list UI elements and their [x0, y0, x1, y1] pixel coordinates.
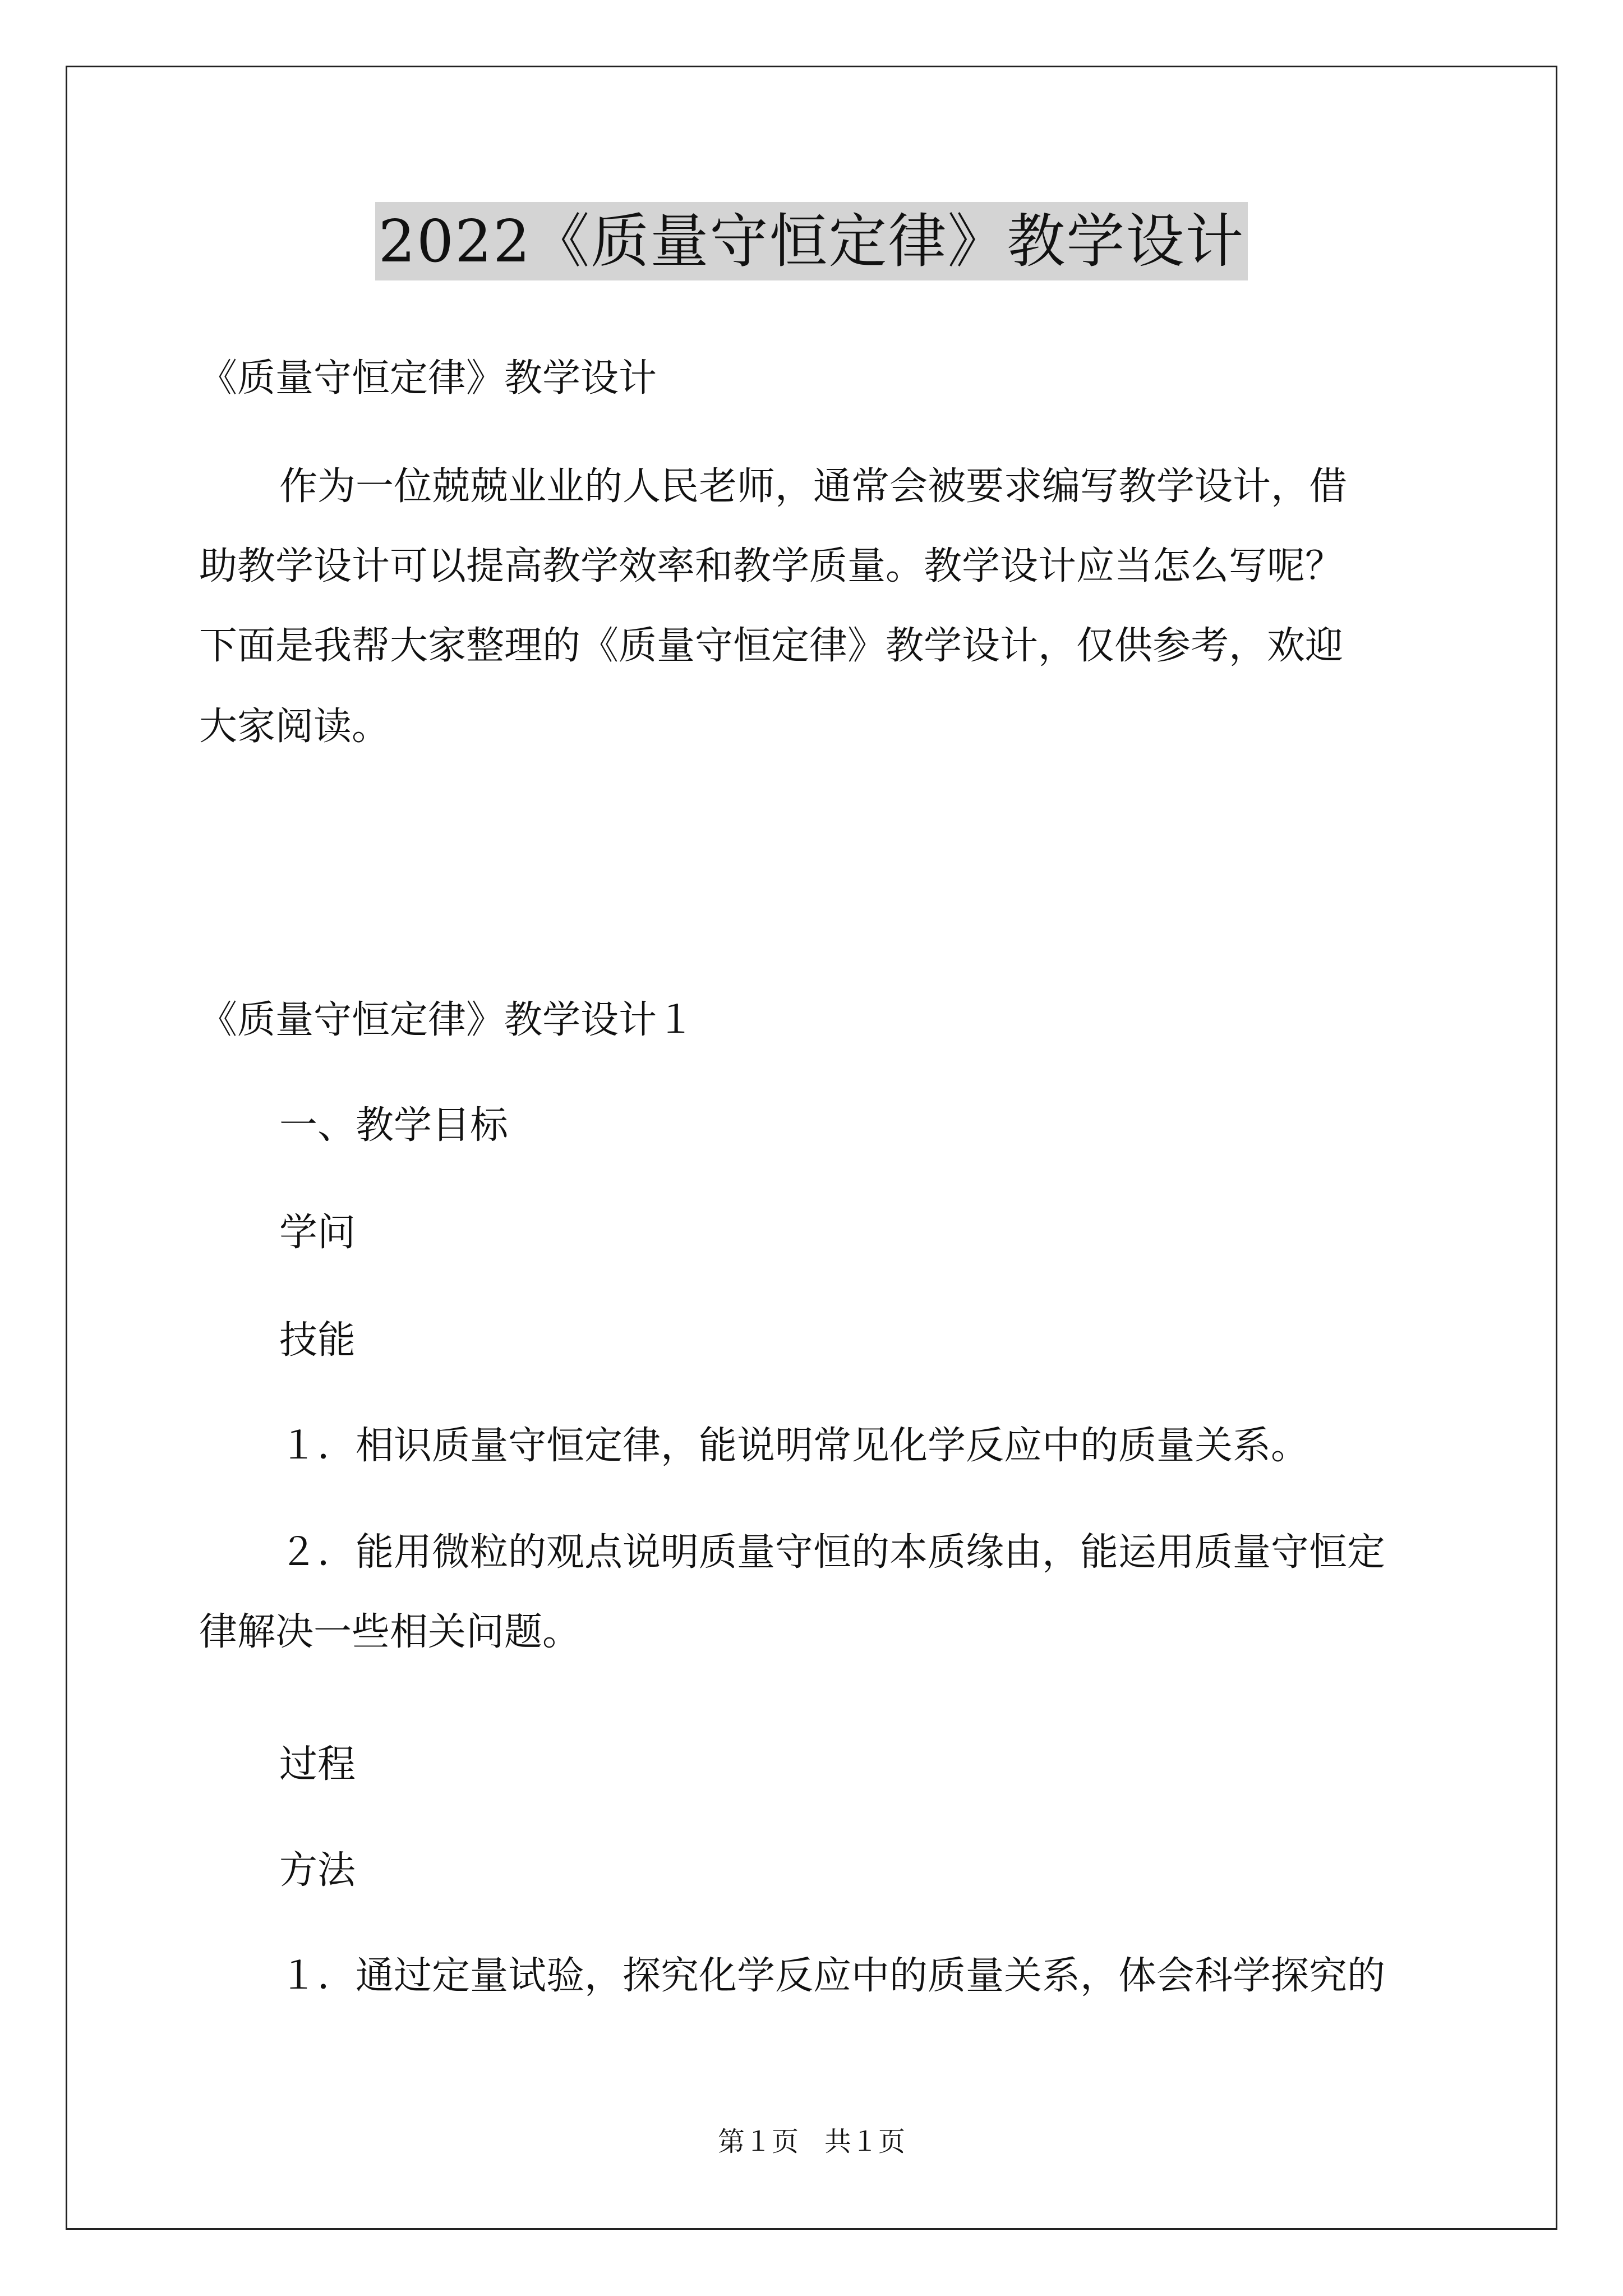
- subtitle-line: 《质量守恒定律》教学设计: [199, 356, 657, 401]
- section-subheading: 一、教学目标: [279, 1103, 509, 1148]
- paragraph-line: １．相识质量守恒定律，能说明常见化学反应中的质量关系。: [279, 1424, 1310, 1468]
- paragraph-line: 方法: [279, 1848, 356, 1893]
- page-total: 共１页: [824, 2126, 906, 2157]
- title-container: [0, 202, 1623, 280]
- paragraph-line: 下面是我帮大家整理的《质量守恒定律》教学设计，仅供参考，欢迎: [199, 624, 1344, 668]
- paragraph-line: ２．能用微粒的观点说明质量守恒的本质缘由，能运用质量守恒定: [279, 1530, 1386, 1575]
- paragraph-line: 作为一位兢兢业业的人民老师，通常会被要求编写教学设计，借: [279, 464, 1348, 509]
- document-title: 2022《质量守恒定律》教学设计: [375, 202, 1248, 280]
- page-current: 第１页: [717, 2126, 799, 2157]
- paragraph-line: 学问: [279, 1211, 356, 1255]
- paragraph-line: 过程: [279, 1742, 356, 1787]
- page-footer: [0, 2125, 1623, 2159]
- paragraph-line: １．通过定量试验，探究化学反应中的质量关系，体会科学探究的: [279, 1954, 1386, 1998]
- paragraph-line: 技能: [279, 1318, 356, 1363]
- paragraph-line: 助教学设计可以提高教学效率和教学质量。教学设计应当怎么写呢？: [199, 544, 1344, 588]
- section-heading: 《质量守恒定律》教学设计１: [199, 998, 695, 1042]
- paragraph-line: 大家阅读。: [199, 705, 390, 749]
- paragraph-line: 律解决一些相关问题。: [199, 1610, 581, 1654]
